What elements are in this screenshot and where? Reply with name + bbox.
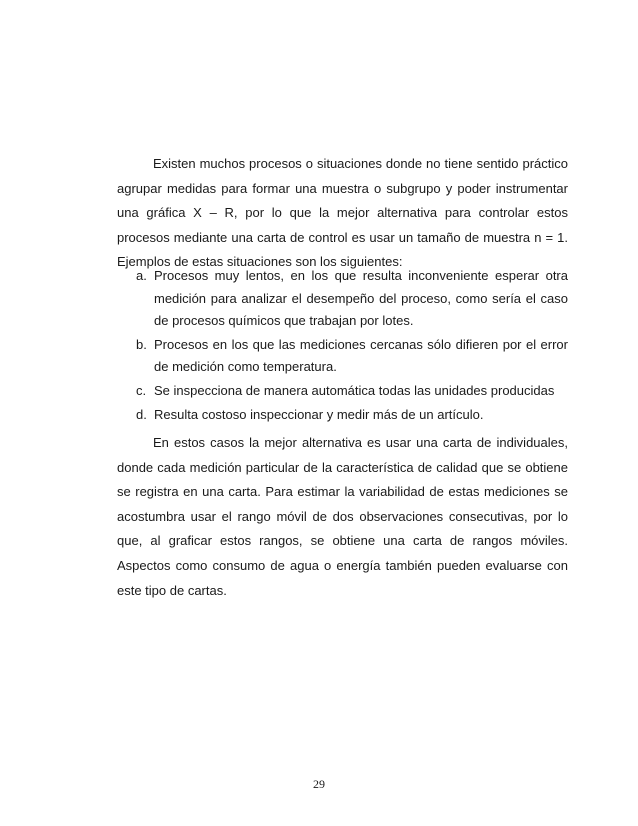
list-item xyxy=(117,404,568,427)
intro-paragraph xyxy=(117,152,568,275)
list-item xyxy=(117,380,568,403)
list-item-text: Resulta costoso inspeccionar y medir más de un artículo. xyxy=(154,406,484,422)
list-marker: c. xyxy=(136,382,147,398)
list-marker: d. xyxy=(136,406,147,422)
list-item xyxy=(117,334,568,379)
paragraph-text: En estos casos la mejor alternativa es usar una carta de individuales, donde cada medición particular de la característica de calidad que se obtiene se registra en una carta. Para estimar la variabilidad de estas mediciones se acostumbra usar el rango móvil de dos observaciones consecutivas, por lo que, al graficar estos rangos, se obtiene una carta de rangos móviles. Aspectos como consumo de agua o energía también pueden evaluarse con este tipo de cartas. xyxy=(117,435,568,598)
list-item-text: Procesos en los que las mediciones cercanas sólo difieren por el error de medición como temperatura. xyxy=(154,336,568,375)
list-item-text: Se inspecciona de manera automática todas las unidades producidas xyxy=(154,382,555,398)
paragraph-text: Existen muchos procesos o situaciones donde no tiene sentido práctico agrupar medidas para formar una muestra o subgrupo y poder instrumentar una gráfica X – R, por lo que la mejor alternativa para controlar estos procesos mediante una carta de control es usar un tamaño de muestra n = 1. Ejemplos de estas situaciones son los siguientes: xyxy=(117,156,568,270)
examples-list xyxy=(117,265,568,427)
list-marker: a. xyxy=(136,268,147,283)
conclusion-paragraph xyxy=(117,431,568,603)
page-number: 29 xyxy=(313,777,325,791)
list-marker: b. xyxy=(136,336,147,352)
list-item xyxy=(117,265,568,333)
list-item-text: Procesos muy lentos, en los que resulta inconveniente esperar otra medición para analizar el desempeño del proceso, como sería el caso de procesos químicos que trabajan por lotes. xyxy=(154,268,568,329)
